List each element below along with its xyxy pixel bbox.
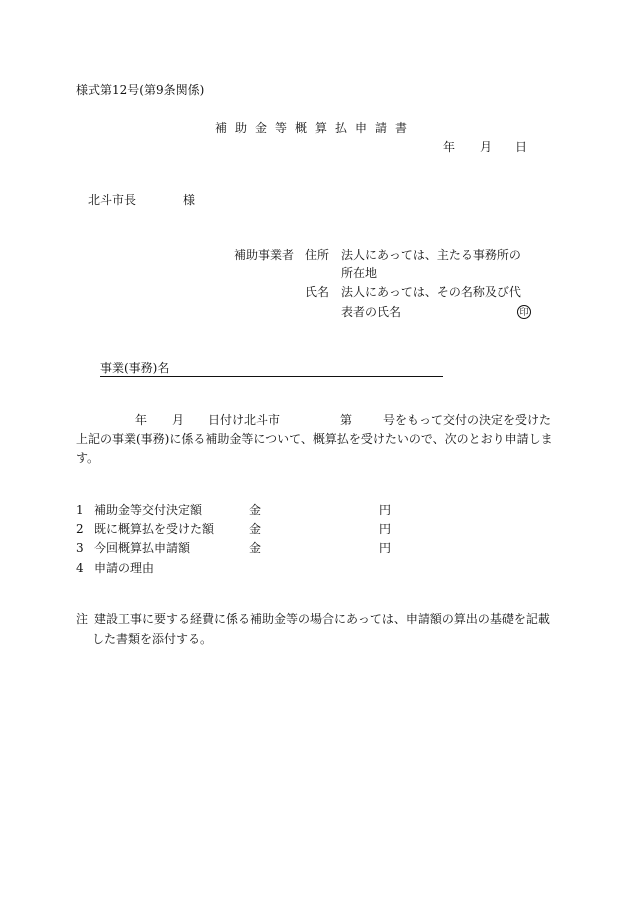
item-currency-prefix: 金 bbox=[249, 541, 262, 555]
form-number: 様式第12号(第9条関係) bbox=[76, 83, 205, 97]
item-number: 4 bbox=[76, 561, 84, 575]
address-note-line1: 法人にあっては、主たる事務所の bbox=[341, 248, 521, 262]
seal-mark: 印 bbox=[517, 305, 531, 319]
address-note-line2: 所在地 bbox=[341, 266, 378, 280]
item-number: 1 bbox=[76, 503, 84, 517]
project-name-line bbox=[100, 362, 443, 377]
body-line2: 上記の事業(事務)に係る補助金等について、概算払を受けたいので、次のとおり申請しま bbox=[76, 432, 553, 446]
name-note-line2: 表者の氏名 bbox=[341, 305, 402, 319]
document-title: 補助金等概算払申請書 bbox=[215, 121, 416, 135]
name-label: 氏名 bbox=[305, 285, 330, 299]
item-currency-prefix: 金 bbox=[249, 503, 262, 517]
item-unit: 円 bbox=[379, 503, 392, 517]
note-line1: 建設工事に要する経費に係る補助金等の場合にあっては、申請額の算出の基礎を記載 bbox=[94, 612, 550, 626]
date-year-label: 年 bbox=[443, 140, 456, 154]
body-line3: す。 bbox=[76, 451, 100, 465]
body-day-city: 日付け北斗市 bbox=[208, 413, 281, 427]
item-label-received-amount: 既に概算払を受けた額 bbox=[94, 522, 215, 536]
applicant-label: 補助事業者 bbox=[234, 248, 295, 262]
date-day-label: 日 bbox=[515, 140, 528, 154]
item-unit: 円 bbox=[379, 522, 392, 536]
body-month-label: 月 bbox=[172, 413, 185, 427]
body-year-label: 年 bbox=[135, 413, 148, 427]
item-number: 2 bbox=[76, 522, 84, 536]
address-label: 住所 bbox=[305, 248, 330, 262]
addressee-name: 北斗市長 bbox=[88, 193, 137, 207]
body-number-suffix: 号をもって交付の決定を受けた bbox=[383, 413, 552, 427]
item-number: 3 bbox=[76, 541, 84, 555]
item-currency-prefix: 金 bbox=[249, 522, 262, 536]
item-label-decision-amount: 補助金等交付決定額 bbox=[94, 503, 203, 517]
note-marker: 注 bbox=[76, 612, 89, 626]
project-name-label: 事業(事務)名 bbox=[100, 361, 170, 375]
body-number-prefix: 第 bbox=[340, 413, 353, 427]
item-unit: 円 bbox=[379, 541, 392, 555]
addressee-honorific: 様 bbox=[183, 193, 196, 207]
date-month-label: 月 bbox=[480, 140, 493, 154]
item-label-request-amount: 今回概算払申請額 bbox=[94, 541, 191, 555]
note-line2: した書類を添付する。 bbox=[92, 632, 213, 646]
item-label-reason: 申請の理由 bbox=[94, 561, 155, 575]
name-note-line1: 法人にあっては、その名称及び代 bbox=[341, 285, 521, 299]
